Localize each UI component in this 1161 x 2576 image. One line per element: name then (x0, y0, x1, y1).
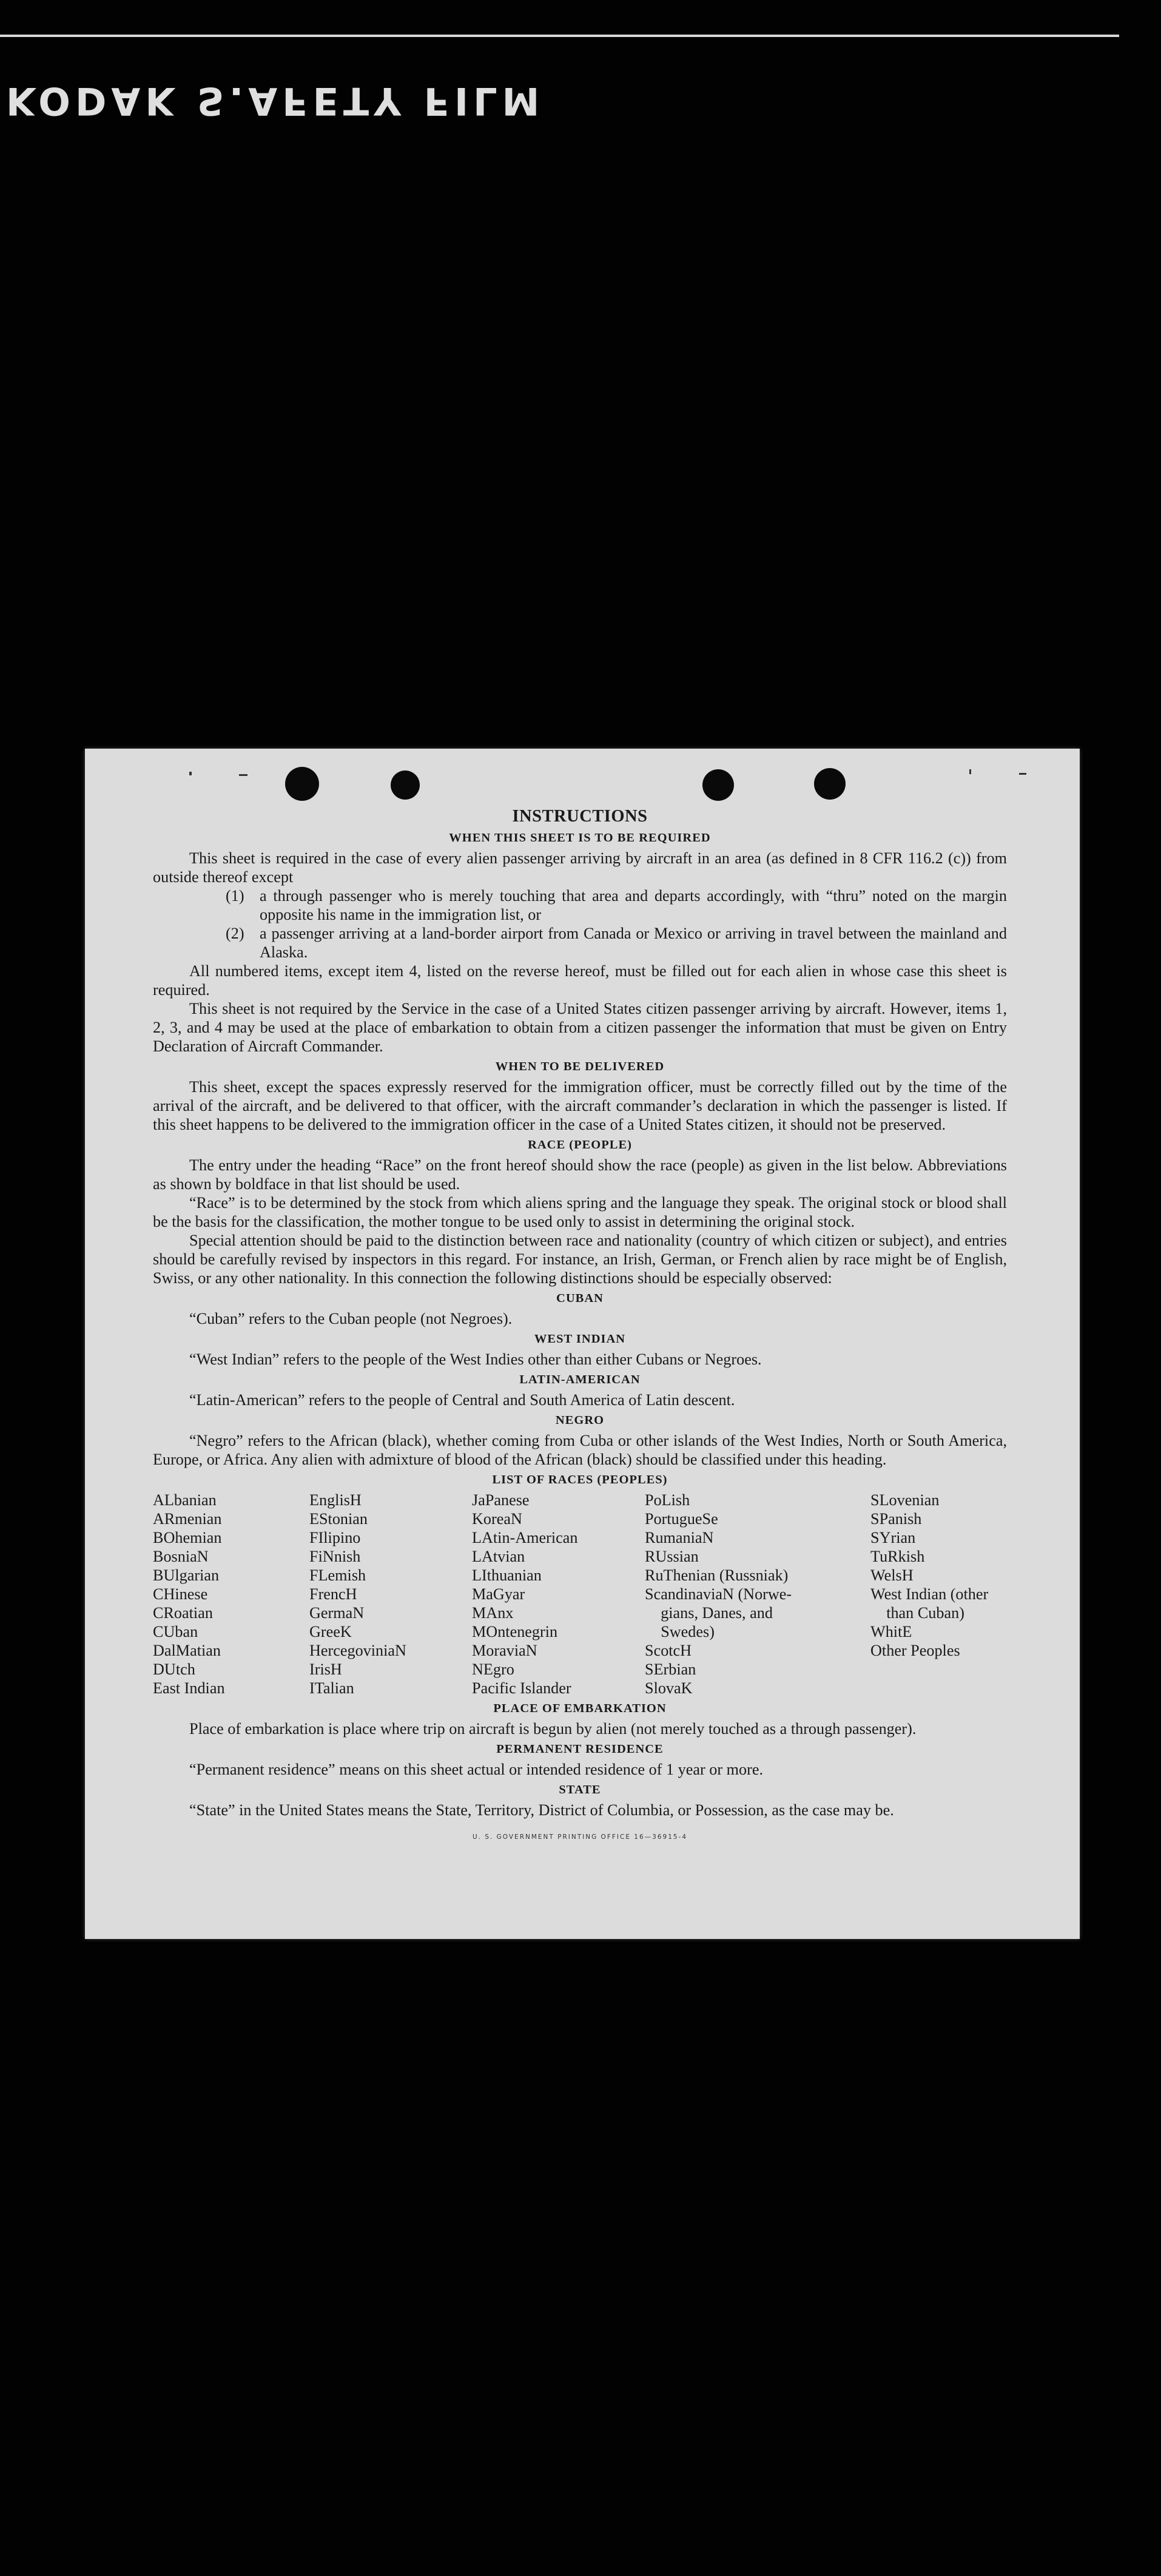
race-column (645, 1491, 870, 1698)
race-entry: DUtch (153, 1661, 195, 1678)
list-item (153, 924, 1007, 962)
section-heading: PERMANENT RESIDENCE (496, 1742, 664, 1756)
speck (239, 774, 247, 776)
race-entry: JaPanese (472, 1491, 530, 1509)
paragraph: “Cuban” refers to the Cuban people (not Negroes). (189, 1310, 513, 1327)
section-heading: WHEN TO BE DELIVERED (495, 1060, 665, 1073)
document-title: INSTRUCTIONS (512, 807, 648, 826)
paragraph: “Latin-American” refers to the people of Central and South America of Latin descent. (189, 1391, 735, 1409)
section-heading: STATE (559, 1783, 601, 1796)
section-heading: NEGRO (555, 1414, 605, 1427)
section-heading: RACE (PEOPLE) (528, 1138, 632, 1151)
race-entry: CRoatian (153, 1604, 213, 1622)
speck (1019, 773, 1026, 775)
punch-hole (391, 770, 420, 800)
race-entry: SPanish (870, 1510, 922, 1528)
races-list (153, 1491, 1007, 1698)
race-entry: MAnx (472, 1604, 514, 1622)
race-entry: RumaniaN (645, 1529, 714, 1546)
race-entry: HercegoviniaN (309, 1642, 406, 1659)
race-entry: than Cuban) (870, 1604, 964, 1622)
section-heading: LATIN-AMERICAN (519, 1373, 641, 1386)
paragraph: This sheet, except the spaces expressly reserved for the immigration officer, must be correctly filled out by the time of the arrival of the aircraft, and be delivered to that officer, with the aircraft commander’s declaration in which the passenger is listed. If this sheet happens to be delivered to the immigration officer in the case of a United States citizen, it should not be preserved. (153, 1078, 1007, 1133)
race-entry: ScandinaviaN (Norwe- (645, 1585, 792, 1603)
race-entry: EnglisH (309, 1491, 362, 1509)
race-entry: Other Peoples (870, 1642, 960, 1659)
race-entry: PoLish (645, 1491, 690, 1509)
paragraph: This sheet is not required by the Service in the case of a United States citizen passenger arriving by aircraft. However, items 1, 2, 3, and 4 may be used at the place of embarkation to obtain from a citizen passenger the information that must be given on Entry Declaration of Aircraft Commander. (153, 1000, 1007, 1055)
race-column (153, 1491, 309, 1698)
race-entry: LAtvian (472, 1548, 525, 1565)
race-entry: SLovenian (870, 1491, 940, 1509)
race-entry: MOntenegrin (472, 1623, 558, 1640)
speck (969, 769, 971, 774)
race-column (309, 1491, 472, 1698)
race-column (472, 1491, 645, 1698)
instructions-body (153, 807, 1007, 1847)
section-heading: WEST INDIAN (534, 1332, 626, 1346)
punch-hole (702, 769, 734, 801)
race-entry: ARmenian (153, 1510, 222, 1528)
printer-imprint: U. S. GOVERNMENT PRINTING OFFICE 16—36915-4 (472, 1833, 688, 1841)
race-entry: RUssian (645, 1548, 699, 1565)
race-entry: Swedes) (645, 1623, 715, 1640)
race-entry: FrencH (309, 1585, 357, 1603)
paragraph: The entry under the heading “Race” on the front hereof should show the race (people) as given in the list below. Abbreviations as shown by boldface in that list should be used. (153, 1156, 1007, 1193)
races-heading: LIST OF RACES (PEOPLES) (492, 1473, 668, 1486)
race-entry: PortugueSe (645, 1510, 718, 1528)
race-entry: West Indian (other (870, 1585, 989, 1603)
race-entry: FiNnish (309, 1548, 361, 1565)
race-entry: NEgro (472, 1661, 514, 1678)
race-entry: SYrian (870, 1529, 916, 1546)
paragraph: “State” in the United States means the State, Territory, District of Columbia, or Possession, as the case may be. (189, 1801, 894, 1819)
paragraph: “Permanent residence” means on this sheet actual or intended residence of 1 year or more. (189, 1761, 763, 1778)
paragraph: This sheet is required in the case of every alien passenger arriving by aircraft in an area (as defined in 8 CFR 116.2 (c)) from outside thereof except (153, 849, 1007, 886)
section-heading: WHEN THIS SHEET IS TO BE REQUIRED (449, 831, 711, 845)
race-entry: BOhemian (153, 1529, 222, 1546)
race-entry: ScotcH (645, 1642, 692, 1659)
paragraph: All numbered items, except item 4, listed on the reverse hereof, must be filled out for each alien in whose case this sheet is required. (153, 962, 1007, 999)
race-entry: DalMatian (153, 1642, 221, 1659)
race-entry: BosniaN (153, 1548, 209, 1565)
list-number: (2) (226, 925, 244, 942)
film-edge-strip (0, 36, 1161, 123)
paragraph: “Negro” refers to the African (black), whether coming from Cuba or other islands of the West Indies, North or South America, Europe, or Africa. Any alien with admixture of blood of the African (black) should be classified under this heading. (153, 1432, 1007, 1468)
race-entry: EStonian (309, 1510, 368, 1528)
race-column (870, 1491, 1007, 1698)
race-entry: ITalian (309, 1679, 354, 1697)
race-entry: gians, Danes, and (645, 1604, 773, 1622)
race-entry: GermaN (309, 1604, 365, 1622)
section-heading: PLACE OF EMBARKATION (493, 1702, 667, 1715)
race-entry: FLemish (309, 1566, 366, 1584)
race-entry: TuRkish (870, 1548, 925, 1565)
paragraph: “Race” is to be determined by the stock from which aliens spring and the language they speak. The original stock or blood shall be the basis for the classification, the mother tongue to be used only to assist in determining the original stock. (153, 1194, 1007, 1230)
list-text: a passenger arriving at a land-border airport from Canada or Mexico or arriving in travel between the mainland and Alaska. (260, 925, 1007, 961)
race-entry: IrisH (309, 1661, 342, 1678)
list-item (153, 886, 1007, 924)
race-entry: KoreaN (472, 1510, 522, 1528)
race-entry: ALbanian (153, 1491, 217, 1509)
list-number: (1) (226, 887, 244, 905)
race-entry: CHinese (153, 1585, 208, 1603)
paragraph: “West Indian” refers to the people of the West Indies other than either Cubans or Negroes. (189, 1350, 762, 1368)
speck (189, 772, 192, 775)
race-entry: WhitE (870, 1623, 912, 1640)
race-entry: RuThenian (Russniak) (645, 1566, 789, 1584)
film-edge-text: KODAK S.AFETY FILM (6, 79, 545, 123)
punch-hole (814, 768, 846, 800)
race-entry: LAtin-American (472, 1529, 578, 1546)
race-entry: SlovaK (645, 1679, 693, 1697)
race-entry: CUban (153, 1623, 198, 1640)
instruction-sheet (85, 749, 1080, 1939)
race-entry: WelsH (870, 1566, 914, 1584)
race-entry: MaGyar (472, 1585, 525, 1603)
paragraph: Place of embarkation is place where trip on aircraft is begun by alien (not merely touched as a through passenger). (189, 1720, 917, 1738)
list-text: a through passenger who is merely touching that area and departs accordingly, with “thru” noted on the margin opposite his name in the immigration list, or (260, 887, 1007, 923)
race-entry: MoraviaN (472, 1642, 537, 1659)
race-entry: GreeK (309, 1623, 352, 1640)
race-entry: SErbian (645, 1661, 696, 1678)
punch-hole (285, 767, 319, 801)
race-entry: FIlipino (309, 1529, 361, 1546)
race-entry: Pacific Islander (472, 1679, 571, 1697)
paragraph: Special attention should be paid to the distinction between race and nationality (country of which citizen or subject), and entries should be carefully revised by inspectors in this regard. For instance, an Irish, German, or French alien by race might be of English, Swiss, or any other nationality. In this connection the following distinctions should be especially observed: (153, 1232, 1007, 1287)
race-entry: LIthuanian (472, 1566, 542, 1584)
section-heading: CUBAN (556, 1292, 604, 1305)
race-entry: BUlgarian (153, 1566, 220, 1584)
race-entry: East Indian (153, 1679, 225, 1697)
